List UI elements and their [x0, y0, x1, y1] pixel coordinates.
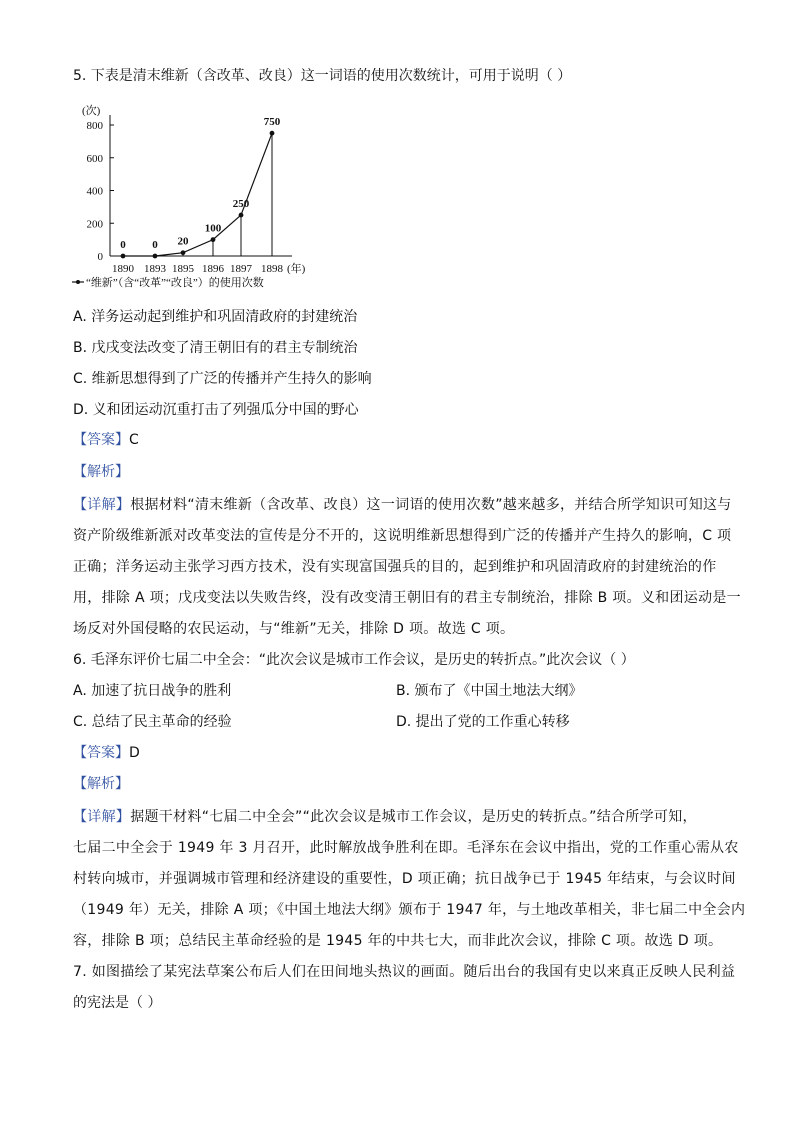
- data-point: [239, 213, 244, 218]
- question-6-option-b: B. 颁布了《中国土地法大纲》: [396, 683, 583, 699]
- x-tick-label: 1890: [112, 263, 134, 275]
- y-tick-label: 800: [86, 120, 103, 132]
- x-tick-label: 1893: [144, 263, 166, 275]
- detail-tag: 【详解】: [73, 809, 131, 825]
- question-5-detail-line-5: 场反对外国侵略的农民运动，与“维新”无关，排除 D 项。故选 C 项。: [73, 621, 515, 637]
- question-5-option-b: B. 戊戌变法改变了清王朝旧有的君主专制统治: [73, 340, 358, 356]
- data-label: 250: [232, 198, 250, 211]
- question-5-analysis-tag: [73, 462, 129, 482]
- y-axis-label: (次): [82, 105, 101, 117]
- question-5-option-c: C. 维新思想得到了广泛的传播并产生持久的影响: [73, 371, 372, 387]
- series-line: [123, 133, 272, 256]
- question-6-detail-line-4: （1949 年）无关，排除 A 项；《中国土地法大纲》颁布于 1947 年，与土地改革相关，非七届二中全会内: [73, 902, 746, 918]
- question-6-detail-line-2: 七届二中全会于 1949 年 3 月召开，此时解放战争胜利在即。毛泽东在会议中指出，党的工作重心需从农: [73, 840, 739, 856]
- answer-value: D: [129, 745, 140, 761]
- detail-text: 根据材料“清末维新（含改革、改良）这一词语的使用次数”越来越多，并结合所学知识可知这与: [130, 497, 732, 513]
- answer-tag: 【答案】: [73, 432, 129, 448]
- y-tick-label: 0: [97, 251, 103, 263]
- question-6-analysis-tag: [73, 774, 129, 794]
- data-point: [211, 237, 216, 242]
- y-tick-label: 400: [86, 185, 103, 198]
- question-6-answer: [73, 743, 140, 763]
- data-label: 0: [120, 239, 126, 251]
- x-tick-label: 1896: [202, 263, 224, 275]
- x-tick-label: 1898: [261, 263, 283, 275]
- question-5-stem: 5. 下表是清末维新（含改革、改良）这一词语的使用次数统计，可用于说明（ ）: [73, 68, 572, 84]
- analysis-tag: 【解析】: [73, 776, 129, 792]
- question-7-stem-line-1: 7. 如图描绘了某宪法草案公布后人们在田间地头热议的画面。随后出台的我国有史以来真正反映人民利益: [73, 964, 736, 980]
- question-7-stem-line-2: 的宪法是（ ）: [73, 995, 162, 1011]
- question-5-detail-line-2: 资产阶级维新派对改革变法的宣传是分不开的，这说明维新思想得到广泛的传播并产生持久的影响，C 项: [73, 528, 732, 544]
- legend-label: “维新”（含“改革”“改良”）的使用次数: [86, 277, 264, 289]
- data-label: 20: [177, 235, 189, 248]
- question-5-detail-line-4: 用，排除 A 项；戊戌变法以失败告终，没有改变清王朝旧有的君主专制统治，排除 B 项。义和团运动是一: [73, 590, 741, 606]
- legend-marker: [76, 280, 80, 284]
- data-label: 100: [204, 222, 222, 235]
- y-tick-label: 600: [86, 152, 103, 165]
- detail-text: 据题干材料“七届二中全会”“此次会议是城市工作会议，是历史的转折点。”结合所学可知，: [130, 809, 697, 825]
- data-point: [270, 131, 275, 136]
- question-6-option-d: D. 提出了党的工作重心转移: [396, 714, 570, 730]
- question-6-detail-line-3: 村转向城市，并强调城市管理和经济建设的重要性，D 项正确；抗日战争已于 1945 年结束，与会议时间: [73, 871, 736, 887]
- x-tick-label: 1895: [172, 263, 194, 275]
- data-label: 750: [263, 116, 281, 129]
- data-label: 0: [152, 239, 158, 251]
- data-point: [121, 254, 126, 259]
- answer-value: C: [129, 432, 139, 448]
- detail-tag: 【详解】: [73, 497, 131, 513]
- question-5-option-a: A. 洋务运动起到维护和巩固清政府的封建统治: [73, 309, 358, 325]
- data-point: [153, 254, 158, 259]
- question-6-option-a: A. 加速了抗日战争的胜利: [73, 683, 232, 699]
- x-axis-label: (年): [287, 263, 306, 275]
- question-5-answer: [73, 430, 139, 450]
- x-tick-label: 1897: [230, 263, 252, 275]
- question-5-detail-line-3: 正确；洋务运动主张学习西方技术，没有实现富国强兵的目的，起到维护和巩固清政府的封建统治的作: [73, 559, 717, 575]
- analysis-tag: 【解析】: [73, 464, 129, 480]
- question-6-detail-line-1: [73, 807, 697, 827]
- question-5-detail-line-1: [73, 495, 732, 515]
- answer-tag: 【答案】: [73, 745, 129, 761]
- question-6-detail-line-5: 容，排除 B 项；总结民主革命经验的是 1945 年的中共七大，而非此次会议，排除 C 项。故选 D 项。: [73, 933, 723, 949]
- data-point: [181, 250, 186, 255]
- usage-count-line-chart: [60, 100, 360, 290]
- question-6-option-c: C. 总结了民主革命的经验: [73, 714, 232, 730]
- question-5-option-d: D. 义和团运动沉重打击了列强瓜分中国的野心: [73, 402, 359, 418]
- y-tick-label: 200: [86, 218, 103, 231]
- question-6-stem: 6. 毛泽东评价七届二中全会：“此次会议是城市工作会议，是历史的转折点。”此次会议（ ）: [73, 652, 635, 668]
